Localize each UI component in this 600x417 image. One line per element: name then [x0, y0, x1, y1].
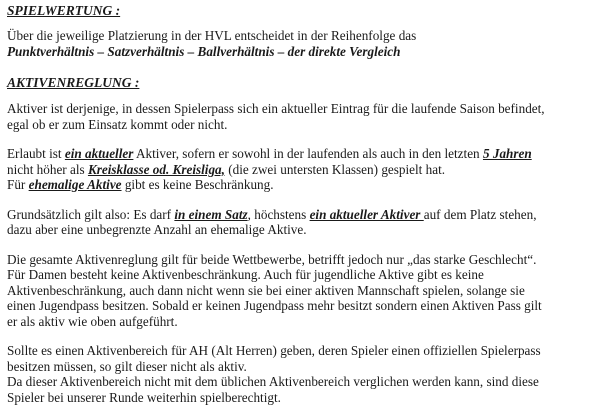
- emphasis-kreisklasse: Kreisklasse od. Kreisliga,: [87, 161, 225, 177]
- text-line: dazu aber eine unbegrenzte Anzahl an ehemalige Aktive.: [7, 222, 307, 237]
- text-line: Über die jeweilige Platzierung in der HVL entscheidet in der Reihenfolge das: [7, 28, 417, 43]
- text-line: Für Damen besteht keine Aktivenbeschränkung. Auch für jugendliche Aktive gibt es keine: [7, 267, 484, 282]
- emphasis-5-jahren: 5 Jahren: [482, 146, 532, 161]
- ranking-criteria: Punktverhältnis – Satzverhältnis – Ballverhältnis – der direkte Vergleich: [7, 43, 401, 59]
- text-line: Spieler bei unserer Runde weiterhin spielberechtigt.: [7, 389, 281, 405]
- text-line: [7, 177, 597, 193]
- text-line: Da dieser Aktivenbereich nicht mit dem üblichen Aktivenbereich verglichen werden kann, sind diese: [7, 374, 539, 389]
- text-line: egal ob er zum Einsatz kommt oder nicht.: [7, 116, 228, 132]
- paragraph-aktiver-definition: [7, 101, 597, 132]
- paragraph-spielwertung: [7, 28, 597, 59]
- text-line: besitzen müssen, so gilt dieser nicht als aktiv.: [7, 358, 247, 374]
- emphasis-ehemalige-aktive: ehemalige Aktive: [28, 177, 122, 192]
- document: [7, 2, 597, 405]
- heading-aktivenreglung: AKTIVENREGLUNG :: [7, 75, 140, 90]
- text-run: Für: [7, 177, 29, 192]
- heading-spielwertung: SPIELWERTUNG :: [7, 3, 121, 18]
- paragraph-gesamte-aktivenreglung: [7, 252, 597, 330]
- paragraph-alt-herren: [7, 343, 597, 405]
- text-run: Aktiver, sofern er sowohl in der laufenden als auch in den letzten: [133, 146, 483, 161]
- text-line: [7, 207, 597, 223]
- paragraph-grundsaetzlich: [7, 207, 597, 238]
- paragraph-erlaubt: [7, 146, 597, 193]
- text-run: (die zwei untersten Klassen) gespielt hat.: [224, 161, 446, 177]
- text-run: auf dem Platz stehen,: [423, 206, 537, 222]
- text-run: gibt es keine Beschränkung.: [121, 177, 274, 192]
- text-run: , höchstens: [247, 206, 310, 222]
- text-run: nicht höher als: [7, 161, 88, 177]
- text-run: Erlaubt ist: [7, 146, 65, 161]
- text-line: [7, 162, 597, 178]
- emphasis-ein-aktueller-aktiver: ein aktueller Aktiver: [309, 206, 424, 222]
- text-line: er als aktiv wie oben aufgeführt.: [7, 313, 178, 329]
- text-line: Aktiver ist derjenige, in dessen Spielerpass sich ein aktueller Eintrag für die laufende Saison befindet,: [7, 101, 545, 116]
- text-line: [7, 146, 597, 162]
- text-line: Die gesamte Aktivenreglung gilt für beide Wettbewerbe, betrifft jedoch nur „das starke Geschlecht“.: [7, 251, 537, 267]
- text-line: einen Jugendpass besitzen. Sobald er keinen Jugendpass mehr besitzt sondern einen Aktiven Pass gilt: [7, 298, 542, 313]
- text-line: Aktivenbeschränkung, auch dann nicht wenn sie bei einer aktiven Mannschaft spielen, solange sie: [7, 282, 525, 298]
- text-run: Grundsätzlich gilt also: Es darf: [7, 206, 175, 222]
- emphasis-in-einem-satz: in einem Satz: [174, 206, 248, 222]
- text-line: Sollte es einen Aktivenbereich für AH (Alt Herren) geben, deren Spieler einen offiziellen Spielerpass: [7, 343, 541, 358]
- emphasis-ein-aktueller: ein aktueller: [64, 146, 134, 161]
